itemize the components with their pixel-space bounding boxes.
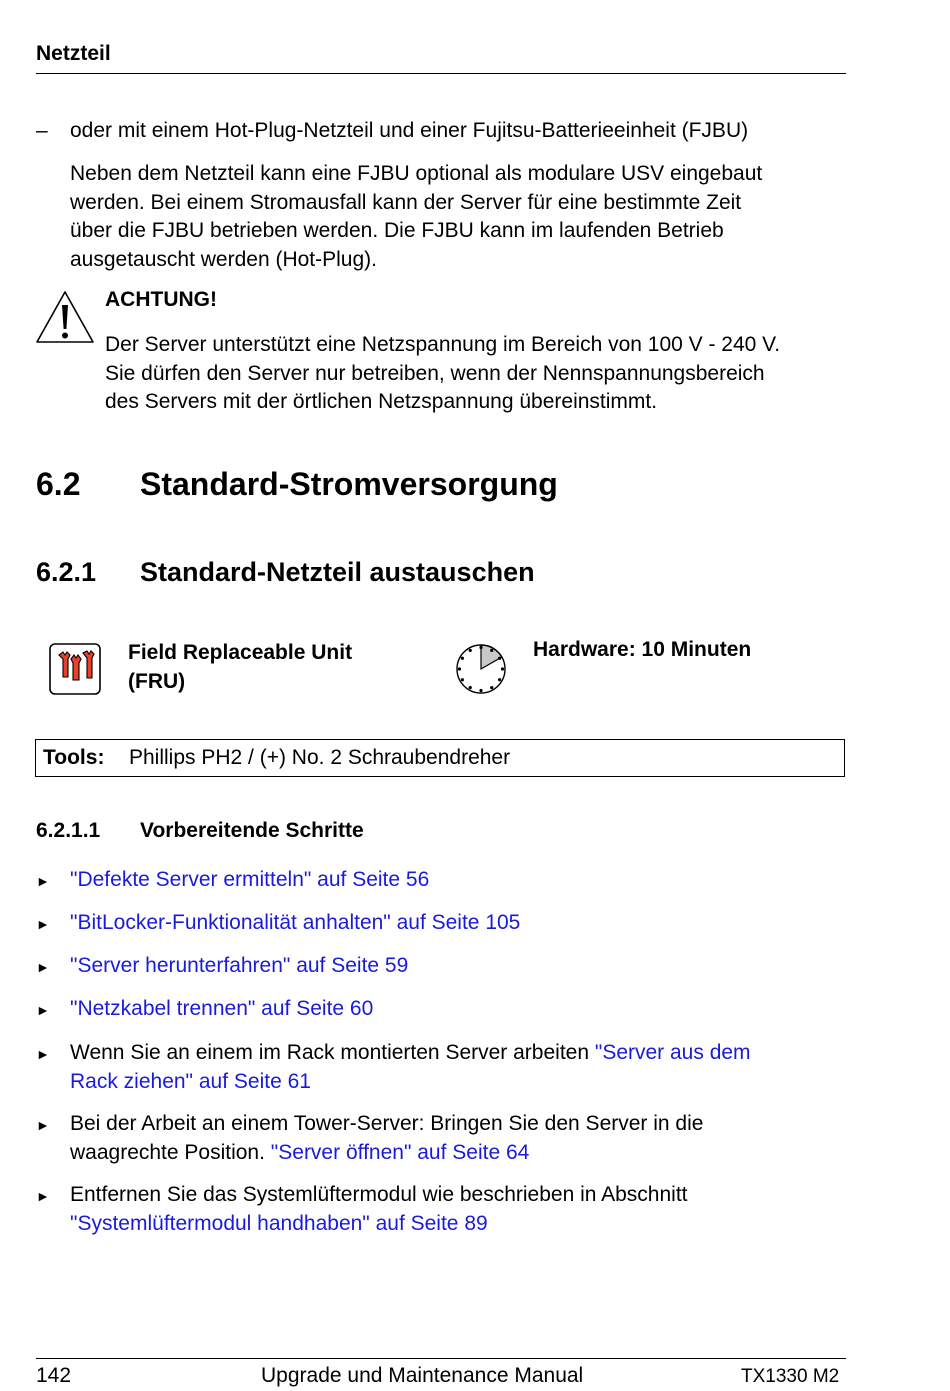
- fru-line: Field Replaceable Unit: [128, 641, 353, 664]
- intro-dash: –: [36, 119, 48, 142]
- subsubsection-title: Vorbereitende Schritte: [140, 819, 364, 842]
- step-text: Wenn Sie an einem im Rack montierten Server arbeiten: [70, 1041, 595, 1064]
- bullet-icon: ►: [36, 959, 50, 975]
- list-item: [70, 1039, 751, 1096]
- tools-wrench-icon: [49, 643, 101, 695]
- tools-label: Tools:: [43, 746, 105, 769]
- list-item: [70, 909, 520, 938]
- fru-line: (FRU): [128, 670, 186, 693]
- bullet-icon: ►: [36, 1188, 50, 1204]
- intro-paragraph: [70, 160, 762, 274]
- step-link[interactable]: "Defekte Server ermitteln" auf Seite 56: [70, 868, 430, 891]
- bullet-icon: ►: [36, 1046, 50, 1062]
- manual-title: Upgrade und Maintenance Manual: [261, 1364, 584, 1387]
- subsection-heading: [36, 557, 535, 588]
- step-link[interactable]: "Netzkabel trennen" auf Seite 60: [70, 997, 374, 1020]
- step-link[interactable]: "Server aus dem: [594, 1041, 751, 1064]
- caution-line: Sie dürfen den Server nur betreiben, wenn der Nennspannungsbereich: [105, 361, 765, 385]
- time-label: Hardware: 10 Minuten: [533, 638, 752, 661]
- warning-triangle-icon: [34, 288, 96, 346]
- bullet-icon: ►: [36, 873, 50, 889]
- clock-icon: [454, 642, 508, 696]
- subsection-number: 6.2.1: [36, 557, 97, 587]
- list-item: [70, 952, 408, 981]
- caution-line: Der Server unterstützt eine Netzspannung im Bereich von 100 V - 240 V.: [105, 333, 781, 356]
- model-name: TX1330 M2: [741, 1366, 840, 1387]
- section-heading: [36, 466, 558, 503]
- list-item: [70, 995, 373, 1024]
- bullet-icon: ►: [36, 1117, 50, 1133]
- intro-line: ausgetauscht werden (Hot-Plug).: [70, 247, 377, 271]
- list-item: [70, 866, 429, 895]
- step-link[interactable]: Rack ziehen" auf Seite 61: [70, 1069, 311, 1093]
- intro-item: oder mit einem Hot-Plug-Netzteil und einer Fujitsu-Batterieeinheit (FJBU): [70, 119, 749, 142]
- step-link[interactable]: "Server öffnen" auf Seite 64: [270, 1140, 530, 1164]
- caution-text: [105, 331, 780, 417]
- step-text: waagrechte Position.: [70, 1140, 271, 1164]
- bullet-icon: ►: [36, 916, 50, 932]
- list-item: [70, 1181, 688, 1238]
- subsubsection-number: 6.2.1.1: [36, 819, 101, 842]
- tools-value: Phillips PH2 / (+) No. 2 Schraubendreher: [129, 746, 511, 769]
- header-rule: [36, 73, 846, 74]
- intro-line: werden. Bei einem Stromausfall kann der Server für eine bestimmte Zeit: [70, 190, 742, 214]
- section-title: Standard-Stromversorgung: [140, 466, 558, 502]
- intro-line: über die FJBU betrieben werden. Die FJBU kann im laufenden Betrieb: [70, 219, 724, 242]
- step-link[interactable]: "Systemlüftermodul handhaben" auf Seite 89: [70, 1211, 488, 1235]
- bullet-icon: ►: [36, 1002, 50, 1018]
- intro-line: Neben dem Netzteil kann eine FJBU optional als modulare USV eingebaut: [70, 162, 763, 185]
- caution-line: des Servers mit der örtlichen Netzspannung übereinstimmt.: [105, 390, 658, 413]
- step-link[interactable]: "Server herunterfahren" auf Seite 59: [70, 954, 409, 977]
- list-item: [70, 1110, 703, 1167]
- fru-label: [128, 638, 352, 696]
- step-text: Bei der Arbeit an einem Tower-Server: Bringen Sie den Server in die: [70, 1112, 704, 1135]
- subsection-title: Standard-Netzteil austauschen: [140, 557, 535, 587]
- step-link[interactable]: "BitLocker-Funktionalität anhalten" auf Seite 105: [70, 911, 521, 934]
- section-number: 6.2: [36, 466, 81, 502]
- tools-box: [35, 739, 845, 777]
- running-header: Netzteil: [36, 42, 111, 65]
- page-number: 142: [36, 1364, 72, 1387]
- caution-title: ACHTUNG!: [105, 288, 217, 311]
- footer-rule: [36, 1358, 846, 1359]
- step-text: Entfernen Sie das Systemlüftermodul wie beschrieben in Abschnitt: [70, 1183, 688, 1206]
- subsubsection-heading: [36, 819, 364, 843]
